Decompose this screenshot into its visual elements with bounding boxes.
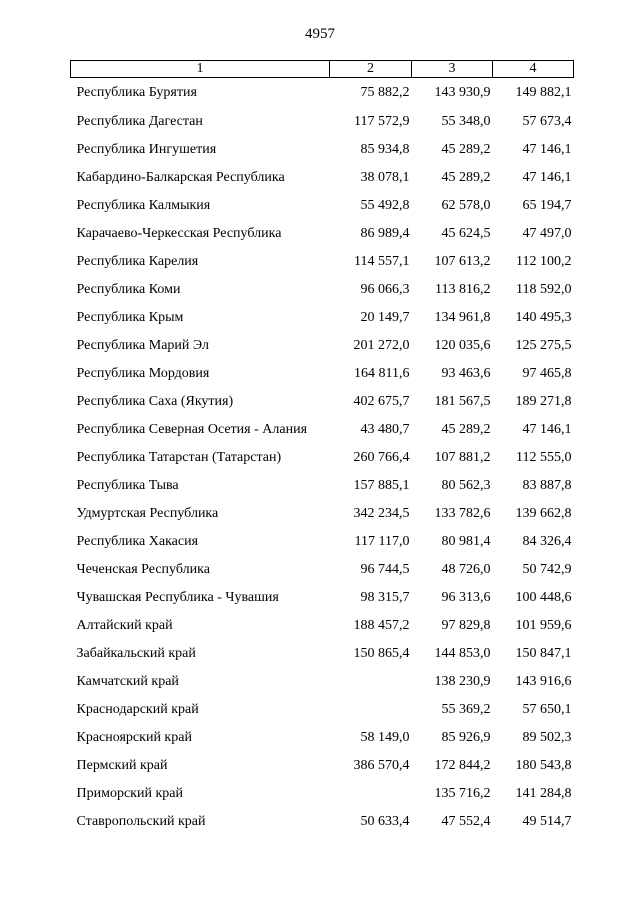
value-cell-col4: 97 465,8 bbox=[522, 366, 572, 381]
table-row bbox=[71, 500, 574, 528]
region-name-cell: Республика Бурятия bbox=[76, 85, 197, 100]
value-cell-col4: 100 448,6 bbox=[515, 590, 572, 605]
value-cell-col2: 117 572,9 bbox=[354, 114, 410, 129]
value-cell-col4: 57 673,4 bbox=[522, 114, 572, 129]
value-cell-col4: 65 194,7 bbox=[522, 198, 572, 213]
table-row bbox=[71, 724, 574, 752]
table-row bbox=[71, 276, 574, 304]
region-name-cell: Республика Тыва bbox=[76, 478, 179, 493]
region-name-cell: Республика Калмыкия bbox=[76, 198, 211, 213]
value-cell-col3: 138 230,9 bbox=[434, 674, 491, 689]
value-cell-col2: 342 234,5 bbox=[353, 506, 410, 521]
value-cell-col3: 62 578,0 bbox=[441, 198, 491, 213]
value-cell-col3: 96 313,6 bbox=[441, 590, 491, 605]
table-row bbox=[71, 444, 574, 472]
value-cell-col3: 55 369,2 bbox=[441, 702, 491, 717]
region-name-cell: Республика Карелия bbox=[76, 254, 199, 269]
region-name-cell: Краснодарский край bbox=[76, 702, 199, 717]
region-name-cell: Удмуртская Республика bbox=[76, 506, 219, 521]
region-name-cell: Республика Ингушетия bbox=[76, 142, 217, 157]
value-cell-col2: 50 633,4 bbox=[360, 814, 410, 829]
region-name-cell: Республика Дагестан bbox=[76, 114, 203, 129]
value-cell-col2: 58 149,0 bbox=[360, 730, 410, 745]
value-cell-col3: 45 624,5 bbox=[441, 226, 491, 241]
table-row bbox=[71, 304, 574, 332]
value-cell-col2: 75 882,2 bbox=[360, 85, 410, 100]
region-name-cell: Республика Северная Осетия - Алания bbox=[76, 422, 308, 437]
region-name-cell: Ставропольский край bbox=[76, 814, 206, 829]
value-cell-col2: 188 457,2 bbox=[353, 618, 410, 633]
table-row bbox=[71, 640, 574, 668]
table-row bbox=[71, 556, 574, 584]
value-cell-col4: 112 555,0 bbox=[516, 450, 572, 465]
value-cell-col3: 55 348,0 bbox=[441, 114, 491, 129]
region-name-cell: Республика Татарстан (Татарстан) bbox=[76, 450, 282, 465]
value-cell-col4: 180 543,8 bbox=[515, 758, 572, 773]
value-cell-col2: 96 066,3 bbox=[360, 282, 410, 297]
header-cell-col3: 3 bbox=[412, 61, 493, 78]
table-row bbox=[71, 78, 574, 109]
value-cell-col2: 85 934,8 bbox=[360, 142, 410, 157]
region-name-cell: Кабардино-Балкарская Республика bbox=[76, 170, 285, 185]
value-cell-col3: 172 844,2 bbox=[434, 758, 491, 773]
value-cell-col2: 117 117,0 bbox=[354, 534, 410, 549]
value-cell-col3: 135 716,2 bbox=[434, 786, 491, 801]
value-cell-col2: 150 865,4 bbox=[353, 646, 410, 661]
table-body bbox=[71, 78, 574, 837]
value-cell-col4: 47 146,1 bbox=[522, 170, 572, 185]
table-row bbox=[71, 192, 574, 220]
region-name-cell: Республика Коми bbox=[76, 282, 181, 297]
value-cell-col3: 80 981,4 bbox=[441, 534, 491, 549]
value-cell-col4: 150 847,1 bbox=[515, 646, 572, 661]
value-cell-col2: 157 885,1 bbox=[353, 478, 410, 493]
value-cell-col4: 112 100,2 bbox=[516, 254, 572, 269]
value-cell-col4: 118 592,0 bbox=[516, 282, 572, 297]
region-name-cell: Карачаево-Черкесская Республика bbox=[76, 226, 282, 241]
value-cell-col4: 101 959,6 bbox=[515, 618, 572, 633]
table-row bbox=[71, 528, 574, 556]
value-cell-col4: 47 146,1 bbox=[522, 142, 572, 157]
value-cell-col2 bbox=[330, 696, 412, 724]
table-row bbox=[71, 108, 574, 136]
table-row bbox=[71, 136, 574, 164]
value-cell-col3: 45 289,2 bbox=[441, 422, 491, 437]
region-name-cell: Республика Хакасия bbox=[76, 534, 199, 549]
value-cell-col3: 144 853,0 bbox=[434, 646, 491, 661]
value-cell-col2: 86 989,4 bbox=[360, 226, 410, 241]
value-cell-col4: 57 650,1 bbox=[522, 702, 572, 717]
value-cell-col2: 164 811,6 bbox=[354, 366, 410, 381]
value-cell-col3: 97 829,8 bbox=[441, 618, 491, 633]
value-cell-col4: 50 742,9 bbox=[522, 562, 572, 577]
value-cell-col2: 201 272,0 bbox=[353, 338, 410, 353]
region-name-cell: Камчатский край bbox=[76, 674, 179, 689]
region-name-cell: Чеченская Республика bbox=[76, 562, 210, 577]
table-row bbox=[71, 612, 574, 640]
value-cell-col4: 149 882,1 bbox=[515, 85, 572, 100]
value-cell-col4: 139 662,8 bbox=[515, 506, 572, 521]
value-cell-col2: 386 570,4 bbox=[353, 758, 410, 773]
value-cell-col3: 143 930,9 bbox=[434, 85, 491, 100]
table-row bbox=[71, 584, 574, 612]
value-cell-col4: 141 284,8 bbox=[515, 786, 572, 801]
region-name-cell: Республика Крым bbox=[76, 310, 184, 325]
region-name-cell: Алтайский край bbox=[76, 618, 173, 633]
value-cell-col2: 43 480,7 bbox=[360, 422, 410, 437]
value-cell-col3: 93 463,6 bbox=[441, 366, 491, 381]
header-cell-col2: 2 bbox=[330, 61, 412, 78]
region-name-cell: Республика Саха (Якутия) bbox=[76, 394, 234, 409]
value-cell-col3: 107 613,2 bbox=[434, 254, 491, 269]
region-name-cell: Красноярский край bbox=[76, 730, 192, 745]
value-cell-col2 bbox=[330, 668, 412, 696]
table-header bbox=[71, 61, 574, 78]
value-cell-col3: 80 562,3 bbox=[441, 478, 491, 493]
value-cell-col3: 120 035,6 bbox=[434, 338, 491, 353]
value-cell-col2: 402 675,7 bbox=[353, 394, 410, 409]
value-cell-col3: 107 881,2 bbox=[434, 450, 491, 465]
value-cell-col4: 47 146,1 bbox=[522, 422, 572, 437]
value-cell-col2: 55 492,8 bbox=[360, 198, 410, 213]
region-name-cell: Чувашская Республика - Чувашия bbox=[76, 590, 279, 605]
value-cell-col2 bbox=[330, 780, 412, 808]
table-row bbox=[71, 416, 574, 444]
table-row bbox=[71, 752, 574, 780]
value-cell-col3: 47 552,4 bbox=[441, 814, 491, 829]
header-cell-col4: 4 bbox=[493, 61, 574, 78]
page-number: 4957 bbox=[305, 26, 335, 42]
table-row bbox=[71, 220, 574, 248]
table-row bbox=[71, 780, 574, 808]
table-row bbox=[71, 248, 574, 276]
value-cell-col2: 20 149,7 bbox=[360, 310, 410, 325]
value-cell-col2: 114 557,1 bbox=[354, 254, 410, 269]
value-cell-col4: 125 275,5 bbox=[515, 338, 572, 353]
value-cell-col3: 45 289,2 bbox=[441, 170, 491, 185]
header-row bbox=[71, 61, 574, 78]
value-cell-col4: 89 502,3 bbox=[522, 730, 572, 745]
value-cell-col4: 84 326,4 bbox=[522, 534, 572, 549]
value-cell-col4: 140 495,3 bbox=[515, 310, 572, 325]
region-name-cell: Республика Марий Эл bbox=[76, 338, 209, 353]
value-cell-col4: 49 514,7 bbox=[522, 814, 572, 829]
value-cell-col3: 134 961,8 bbox=[434, 310, 491, 325]
value-cell-col2: 260 766,4 bbox=[353, 450, 410, 465]
value-cell-col2: 38 078,1 bbox=[360, 170, 410, 185]
table-row bbox=[71, 808, 574, 836]
value-cell-col3: 85 926,9 bbox=[441, 730, 491, 745]
table-row bbox=[71, 332, 574, 360]
data-table bbox=[70, 60, 574, 836]
value-cell-col3: 45 289,2 bbox=[441, 142, 491, 157]
table-row bbox=[71, 388, 574, 416]
region-name-cell: Пермский край bbox=[76, 758, 168, 773]
table-row bbox=[71, 472, 574, 500]
value-cell-col2: 96 744,5 bbox=[360, 562, 410, 577]
value-cell-col4: 143 916,6 bbox=[515, 674, 572, 689]
header-cell-col1: 1 bbox=[71, 61, 330, 78]
region-name-cell: Забайкальский край bbox=[76, 646, 196, 661]
value-cell-col3: 181 567,5 bbox=[434, 394, 491, 409]
value-cell-col3: 48 726,0 bbox=[441, 562, 491, 577]
value-cell-col2: 98 315,7 bbox=[360, 590, 410, 605]
value-cell-col4: 83 887,8 bbox=[522, 478, 572, 493]
region-name-cell: Республика Мордовия bbox=[76, 366, 210, 381]
value-cell-col3: 133 782,6 bbox=[434, 506, 491, 521]
value-cell-col3: 113 816,2 bbox=[435, 282, 491, 297]
region-name-cell: Приморский край bbox=[76, 786, 183, 801]
table-row bbox=[71, 360, 574, 388]
table-row bbox=[71, 668, 574, 696]
value-cell-col4: 47 497,0 bbox=[522, 226, 572, 241]
table-row bbox=[71, 696, 574, 724]
table-row bbox=[71, 164, 574, 192]
value-cell-col4: 189 271,8 bbox=[515, 394, 572, 409]
